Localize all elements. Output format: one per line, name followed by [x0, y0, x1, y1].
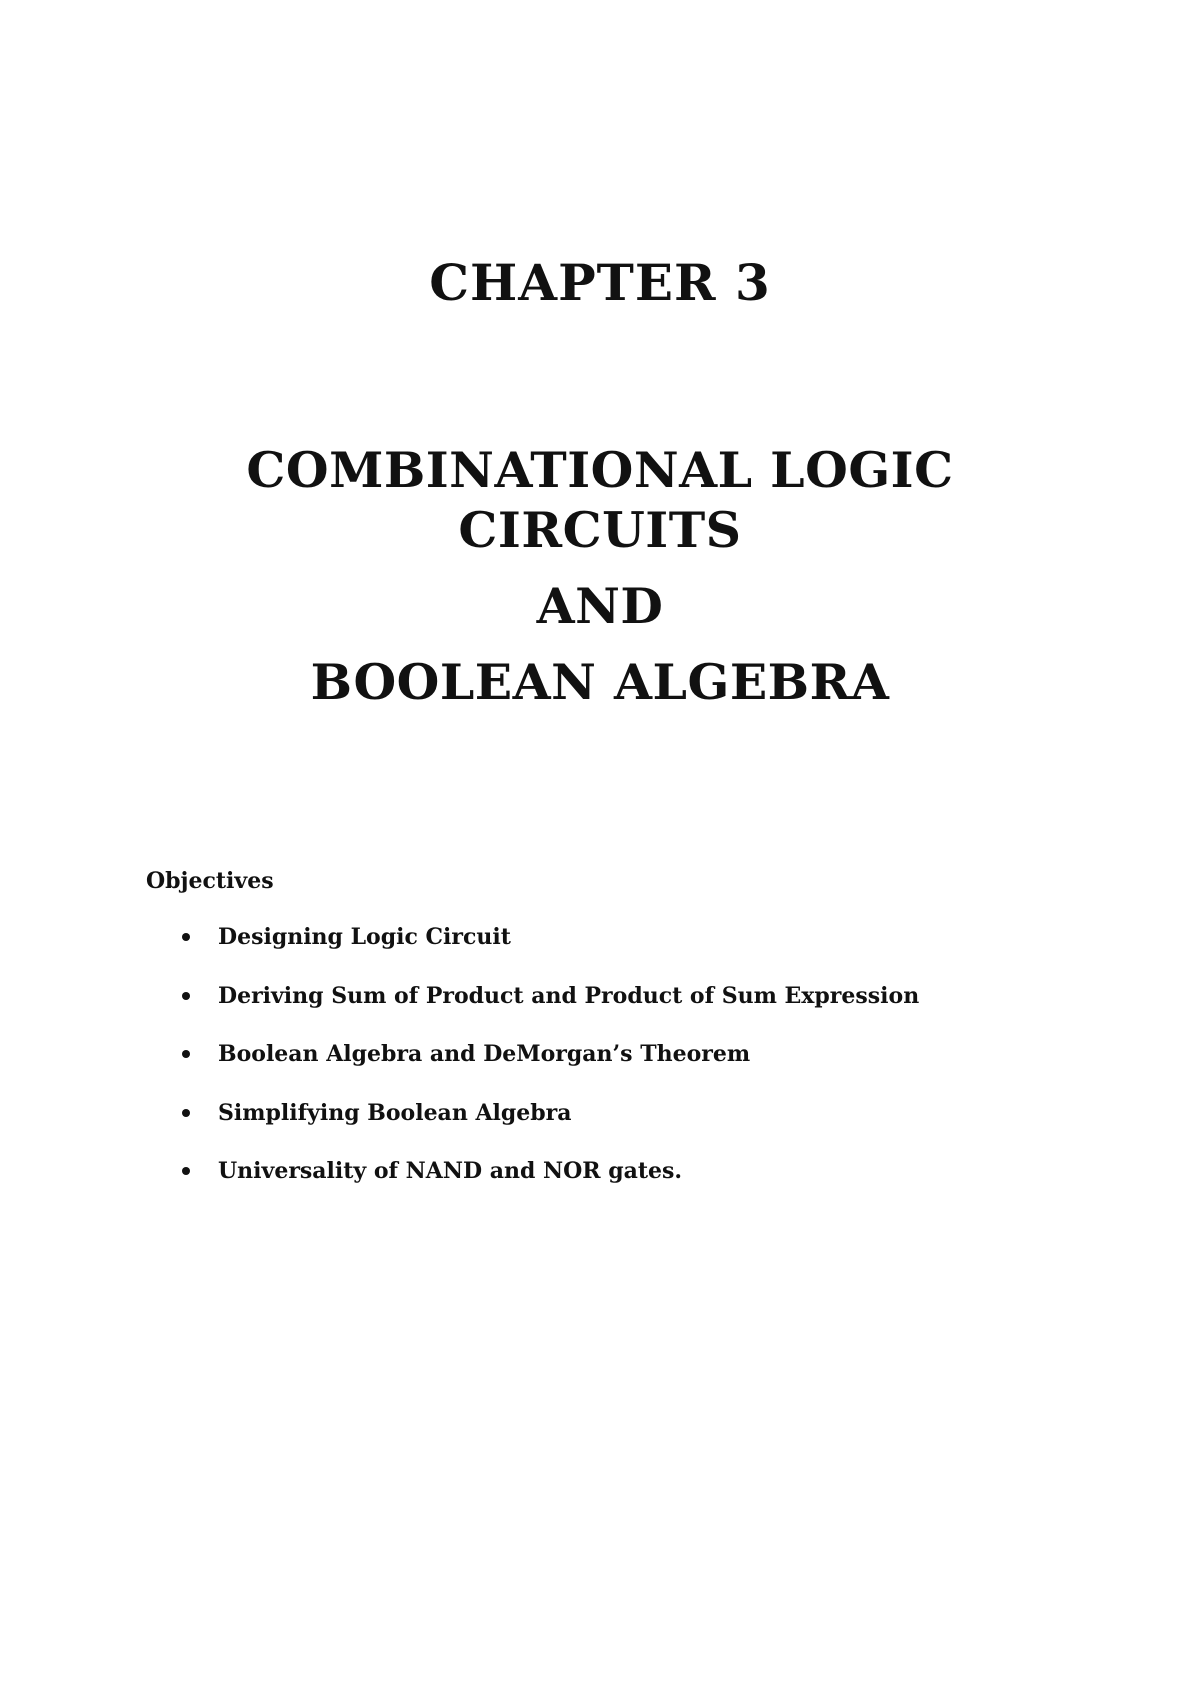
- bullet-icon: [182, 1109, 190, 1117]
- list-item: [182, 1039, 919, 1098]
- title-line-4: BOOLEAN ALGEBRA: [310, 653, 890, 711]
- objective-text: Deriving Sum of Product and Product of Sum Expression: [218, 982, 920, 1009]
- objective-text: Universality of NAND and NOR gates.: [218, 1158, 683, 1184]
- list-item: [182, 922, 919, 981]
- chapter-label: CHAPTER 3: [429, 253, 771, 312]
- bullet-icon: [182, 1167, 190, 1175]
- objective-text: Boolean Algebra and DeMorgan’s Theorem: [218, 1041, 751, 1067]
- list-item: [182, 1156, 919, 1215]
- bullet-icon: [182, 1050, 190, 1058]
- title-line-2: CIRCUITS: [458, 501, 742, 559]
- bullet-icon: [182, 933, 190, 941]
- title-line-1: COMBINATIONAL LOGIC: [246, 441, 954, 499]
- list-item: [182, 981, 919, 1040]
- objective-text: Simplifying Boolean Algebra: [218, 1099, 572, 1126]
- chapter-title: [0, 440, 1200, 712]
- list-item: [182, 1098, 919, 1157]
- bullet-icon: [182, 992, 190, 1000]
- objectives-list: [182, 922, 919, 1215]
- objectives-heading: Objectives: [146, 868, 274, 894]
- title-line-3: AND: [536, 577, 664, 635]
- objective-text: Designing Logic Circuit: [218, 924, 511, 950]
